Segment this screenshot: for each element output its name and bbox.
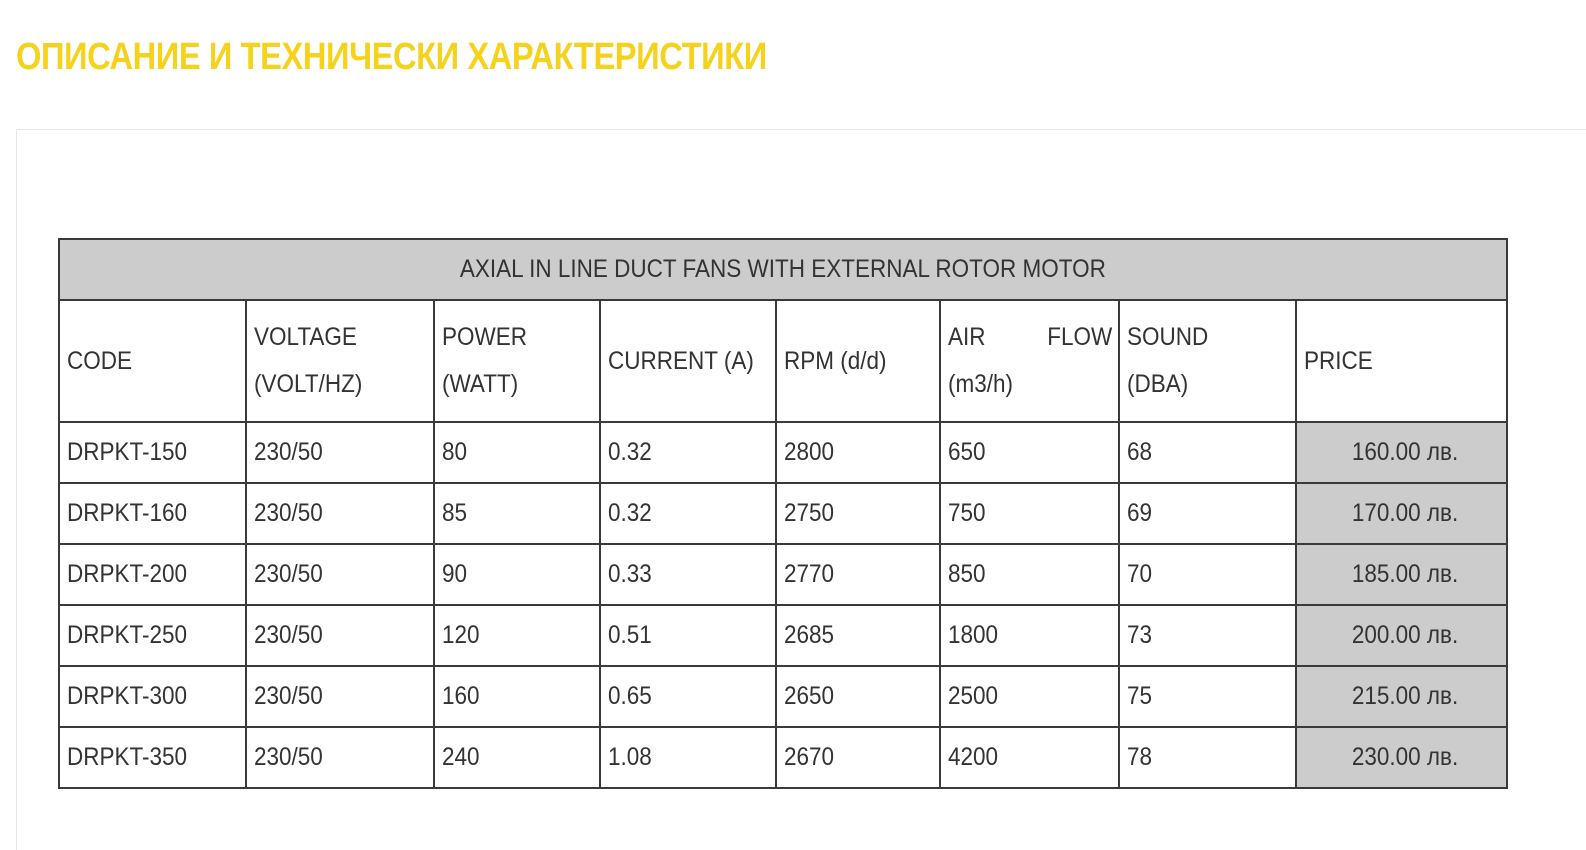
table-caption: AXIAL IN LINE DUCT FANS WITH EXTERNAL ROTOR MOTOR (59, 239, 1507, 300)
cell-current (600, 727, 776, 788)
cell-sound (1119, 422, 1296, 483)
cell-current-value: 0.51 (608, 621, 652, 649)
header-power-line1: POWER (442, 323, 528, 351)
cell-code-value: DRPKT-300 (67, 682, 188, 710)
cell-airflow-value: 4200 (948, 743, 999, 771)
cell-voltage (246, 422, 434, 483)
cell-voltage-value: 230/50 (254, 438, 323, 466)
header-power-line2: (WATT) (442, 370, 519, 398)
cell-voltage-value: 230/50 (254, 499, 323, 527)
cell-code-value: DRPKT-350 (67, 743, 188, 771)
cell-code-value: DRPKT-150 (67, 438, 188, 466)
header-airflow-word2: FLOW (1047, 323, 1112, 351)
cell-airflow (940, 727, 1119, 788)
cell-price (1296, 727, 1507, 788)
cell-sound (1119, 727, 1296, 788)
cell-airflow (940, 422, 1119, 483)
cell-current (600, 483, 776, 544)
header-current: CURRENT (A) (600, 300, 776, 422)
header-sound (1119, 300, 1296, 422)
cell-code (59, 544, 246, 605)
cell-rpm (776, 605, 940, 666)
cell-price (1296, 483, 1507, 544)
cell-sound-value: 75 (1127, 682, 1153, 710)
cell-power-value: 160 (442, 682, 480, 710)
cell-power-value: 90 (442, 560, 468, 588)
cell-current (600, 422, 776, 483)
table-header-row (59, 300, 1507, 422)
cell-rpm-value: 2685 (784, 621, 835, 649)
cell-voltage (246, 605, 434, 666)
table-caption-row (59, 239, 1507, 300)
cell-code (59, 605, 246, 666)
cell-power (434, 727, 600, 788)
cell-current (600, 605, 776, 666)
cell-voltage-value: 230/50 (254, 621, 323, 649)
cell-power (434, 483, 600, 544)
cell-price-value: 200.00 лв. (1351, 621, 1459, 649)
cell-power (434, 666, 600, 727)
cell-airflow (940, 666, 1119, 727)
cell-current-value: 1.08 (608, 743, 652, 771)
cell-sound-value: 73 (1127, 621, 1153, 649)
table-row (59, 544, 1507, 605)
cell-rpm (776, 422, 940, 483)
cell-sound (1119, 666, 1296, 727)
cell-rpm (776, 483, 940, 544)
cell-sound-value: 78 (1127, 743, 1153, 771)
header-airflow (940, 300, 1119, 422)
cell-airflow (940, 483, 1119, 544)
cell-rpm-value: 2650 (784, 682, 835, 710)
section-title: ОПИСАНИЕ И ТЕХНИЧЕСКИ ХАРАКТЕРИСТИКИ (16, 36, 767, 78)
cell-current (600, 666, 776, 727)
specs-table (58, 238, 1508, 789)
cell-power-value: 85 (442, 499, 468, 527)
cell-price-value: 160.00 лв. (1351, 438, 1459, 466)
cell-airflow-value: 850 (948, 560, 986, 588)
table-row (59, 605, 1507, 666)
table-row (59, 727, 1507, 788)
cell-voltage (246, 727, 434, 788)
cell-rpm-value: 2750 (784, 499, 835, 527)
cell-current-value: 0.32 (608, 499, 652, 527)
cell-current-value: 0.65 (608, 682, 652, 710)
cell-price (1296, 544, 1507, 605)
cell-sound-value: 68 (1127, 438, 1153, 466)
cell-voltage-value: 230/50 (254, 682, 323, 710)
cell-code-value: DRPKT-250 (67, 621, 188, 649)
cell-price-value: 230.00 лв. (1351, 743, 1459, 771)
cell-airflow (940, 605, 1119, 666)
header-code: CODE (59, 300, 246, 422)
cell-current-value: 0.32 (608, 438, 652, 466)
cell-rpm (776, 727, 940, 788)
cell-code (59, 483, 246, 544)
cell-current-value: 0.33 (608, 560, 652, 588)
cell-rpm-value: 2670 (784, 743, 835, 771)
cell-power-value: 80 (442, 438, 468, 466)
cell-airflow-value: 1800 (948, 621, 999, 649)
cell-sound (1119, 605, 1296, 666)
cell-code (59, 422, 246, 483)
cell-code-value: DRPKT-160 (67, 499, 188, 527)
cell-voltage (246, 544, 434, 605)
header-sound-line2: (DBA) (1127, 370, 1189, 398)
cell-sound-value: 70 (1127, 560, 1153, 588)
header-power (434, 300, 600, 422)
cell-airflow-value: 750 (948, 499, 986, 527)
header-airflow-word1: AIR (948, 323, 986, 351)
cell-rpm (776, 544, 940, 605)
cell-code (59, 727, 246, 788)
cell-sound-value: 69 (1127, 499, 1153, 527)
cell-power-value: 120 (442, 621, 480, 649)
cell-rpm-value: 2770 (784, 560, 835, 588)
header-rpm: RPM (d/d) (776, 300, 940, 422)
cell-sound (1119, 483, 1296, 544)
header-price: PRICE (1296, 300, 1507, 422)
table-row (59, 483, 1507, 544)
cell-power-value: 240 (442, 743, 480, 771)
cell-price-value: 215.00 лв. (1351, 682, 1459, 710)
cell-voltage-value: 230/50 (254, 560, 323, 588)
cell-voltage (246, 666, 434, 727)
cell-sound (1119, 544, 1296, 605)
header-airflow-line2: (m3/h) (948, 370, 1014, 398)
cell-power (434, 544, 600, 605)
cell-price (1296, 666, 1507, 727)
cell-airflow-value: 650 (948, 438, 986, 466)
cell-power (434, 605, 600, 666)
cell-voltage (246, 483, 434, 544)
cell-airflow (940, 544, 1119, 605)
header-sound-line1: SOUND (1127, 323, 1209, 351)
cell-rpm (776, 666, 940, 727)
cell-price (1296, 422, 1507, 483)
cell-price-value: 170.00 лв. (1351, 499, 1459, 527)
cell-price (1296, 605, 1507, 666)
cell-voltage-value: 230/50 (254, 743, 323, 771)
header-voltage (246, 300, 434, 422)
cell-rpm-value: 2800 (784, 438, 835, 466)
cell-current (600, 544, 776, 605)
cell-power (434, 422, 600, 483)
table-row (59, 666, 1507, 727)
table-row (59, 422, 1507, 483)
cell-price-value: 185.00 лв. (1351, 560, 1459, 588)
cell-code (59, 666, 246, 727)
cell-code-value: DRPKT-200 (67, 560, 188, 588)
header-voltage-line2: (VOLT/HZ) (254, 370, 363, 398)
cell-airflow-value: 2500 (948, 682, 999, 710)
header-voltage-line1: VOLTAGE (254, 323, 357, 351)
